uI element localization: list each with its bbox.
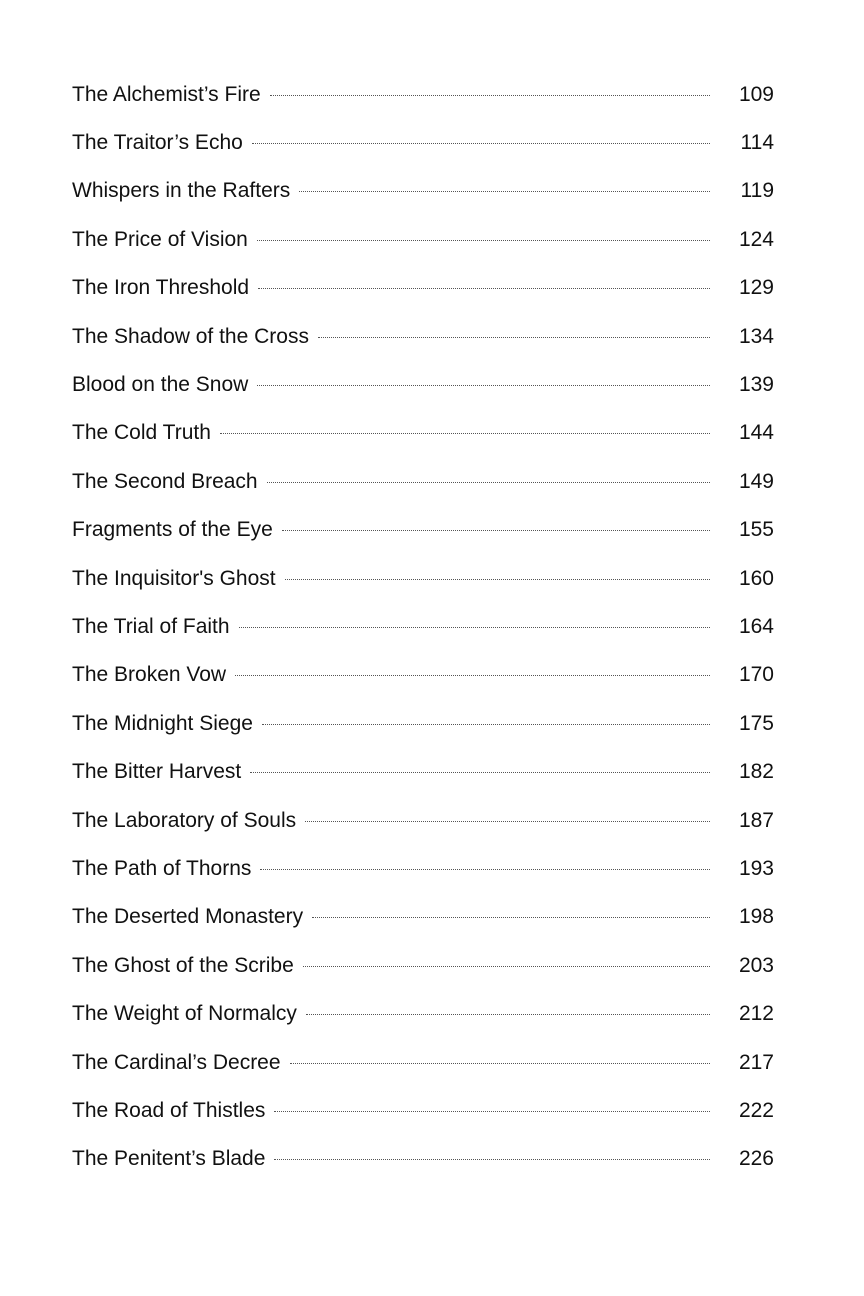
toc-entry[interactable] bbox=[72, 506, 774, 554]
chapter-title: The Second Breach bbox=[72, 469, 258, 493]
chapter-title: The Broken Vow bbox=[72, 663, 227, 687]
chapter-title: The Laboratory of Souls bbox=[72, 808, 297, 832]
table-of-contents bbox=[72, 70, 774, 1183]
toc-entry[interactable] bbox=[72, 118, 774, 166]
toc-entry[interactable] bbox=[72, 1135, 774, 1183]
dot-leader bbox=[290, 1063, 710, 1064]
dot-leader bbox=[306, 1014, 710, 1015]
dot-leader bbox=[220, 433, 710, 434]
chapter-title: The Deserted Monastery bbox=[72, 905, 304, 929]
page-number: 222 bbox=[738, 1098, 774, 1122]
chapter-title: The Iron Threshold bbox=[72, 276, 250, 300]
page-number: 114 bbox=[740, 131, 774, 155]
dot-leader bbox=[257, 385, 710, 386]
chapter-title: The Shadow of the Cross bbox=[72, 324, 309, 348]
page-number: 134 bbox=[738, 324, 774, 348]
dot-leader bbox=[303, 966, 710, 967]
chapter-title: The Midnight Siege bbox=[72, 711, 253, 735]
dot-leader bbox=[267, 482, 710, 483]
page-number: 175 bbox=[738, 711, 774, 735]
dot-leader bbox=[282, 530, 710, 531]
dot-leader bbox=[274, 1159, 710, 1160]
page-number: 155 bbox=[738, 518, 774, 542]
toc-entry[interactable] bbox=[72, 941, 774, 989]
toc-entry[interactable] bbox=[72, 360, 774, 408]
chapter-title: The Inquisitor's Ghost bbox=[72, 566, 276, 590]
toc-entry[interactable] bbox=[72, 844, 774, 892]
page-number: 212 bbox=[738, 1002, 774, 1026]
dot-leader bbox=[270, 95, 710, 96]
toc-entry[interactable] bbox=[72, 796, 774, 844]
chapter-title: The Penitent’s Blade bbox=[72, 1147, 266, 1171]
page-number: 170 bbox=[738, 663, 774, 687]
toc-entry[interactable] bbox=[72, 409, 774, 457]
toc-entry[interactable] bbox=[72, 167, 774, 215]
dot-leader bbox=[257, 240, 710, 241]
chapter-title: The Cardinal’s Decree bbox=[72, 1050, 281, 1074]
chapter-title: The Path of Thorns bbox=[72, 856, 252, 880]
chapter-title: The Alchemist’s Fire bbox=[72, 82, 261, 106]
dot-leader bbox=[260, 869, 710, 870]
dot-leader bbox=[312, 917, 710, 918]
page-number: 217 bbox=[738, 1050, 774, 1074]
page-number: 193 bbox=[738, 856, 774, 880]
dot-leader bbox=[235, 675, 710, 676]
page-number: 160 bbox=[738, 566, 774, 590]
dot-leader bbox=[252, 143, 710, 144]
toc-entry[interactable] bbox=[72, 215, 774, 263]
dot-leader bbox=[262, 724, 710, 725]
toc-entry[interactable] bbox=[72, 747, 774, 795]
chapter-title: The Ghost of the Scribe bbox=[72, 953, 294, 977]
chapter-title: The Trial of Faith bbox=[72, 614, 230, 638]
toc-entry[interactable] bbox=[72, 264, 774, 312]
page-number: 198 bbox=[738, 905, 774, 929]
page-number: 144 bbox=[738, 421, 774, 445]
toc-entry[interactable] bbox=[72, 699, 774, 747]
toc-entry[interactable] bbox=[72, 893, 774, 941]
dot-leader bbox=[239, 627, 710, 628]
dot-leader bbox=[274, 1111, 710, 1112]
toc-entry[interactable] bbox=[72, 312, 774, 360]
page-number: 149 bbox=[738, 469, 774, 493]
dot-leader bbox=[299, 191, 710, 192]
toc-entry[interactable] bbox=[72, 989, 774, 1037]
dot-leader bbox=[318, 337, 710, 338]
toc-entry[interactable] bbox=[72, 70, 774, 118]
dot-leader bbox=[258, 288, 710, 289]
page-number: 139 bbox=[738, 373, 774, 397]
dot-leader bbox=[250, 772, 710, 773]
dot-leader bbox=[305, 821, 710, 822]
page-number: 182 bbox=[738, 760, 774, 784]
page-number: 109 bbox=[738, 82, 774, 106]
page-number: 124 bbox=[738, 227, 774, 251]
chapter-title: Fragments of the Eye bbox=[72, 518, 273, 542]
page-number: 226 bbox=[738, 1147, 774, 1171]
chapter-title: The Road of Thistles bbox=[72, 1098, 266, 1122]
toc-entry[interactable] bbox=[72, 457, 774, 505]
page-number: 119 bbox=[740, 179, 774, 203]
chapter-title: The Traitor’s Echo bbox=[72, 131, 243, 155]
page-number: 187 bbox=[738, 808, 774, 832]
page-number: 129 bbox=[738, 276, 774, 300]
chapter-title: The Cold Truth bbox=[72, 421, 211, 445]
chapter-title: Whispers in the Rafters bbox=[72, 179, 291, 203]
chapter-title: Blood on the Snow bbox=[72, 373, 249, 397]
toc-entry[interactable] bbox=[72, 651, 774, 699]
page-number: 164 bbox=[738, 614, 774, 638]
chapter-title: The Bitter Harvest bbox=[72, 760, 242, 784]
chapter-title: The Price of Vision bbox=[72, 227, 248, 251]
toc-entry[interactable] bbox=[72, 1086, 774, 1134]
page-number: 203 bbox=[738, 953, 774, 977]
toc-entry[interactable] bbox=[72, 554, 774, 602]
dot-leader bbox=[285, 579, 710, 580]
toc-entry[interactable] bbox=[72, 602, 774, 650]
toc-entry[interactable] bbox=[72, 1038, 774, 1086]
chapter-title: The Weight of Normalcy bbox=[72, 1002, 297, 1026]
